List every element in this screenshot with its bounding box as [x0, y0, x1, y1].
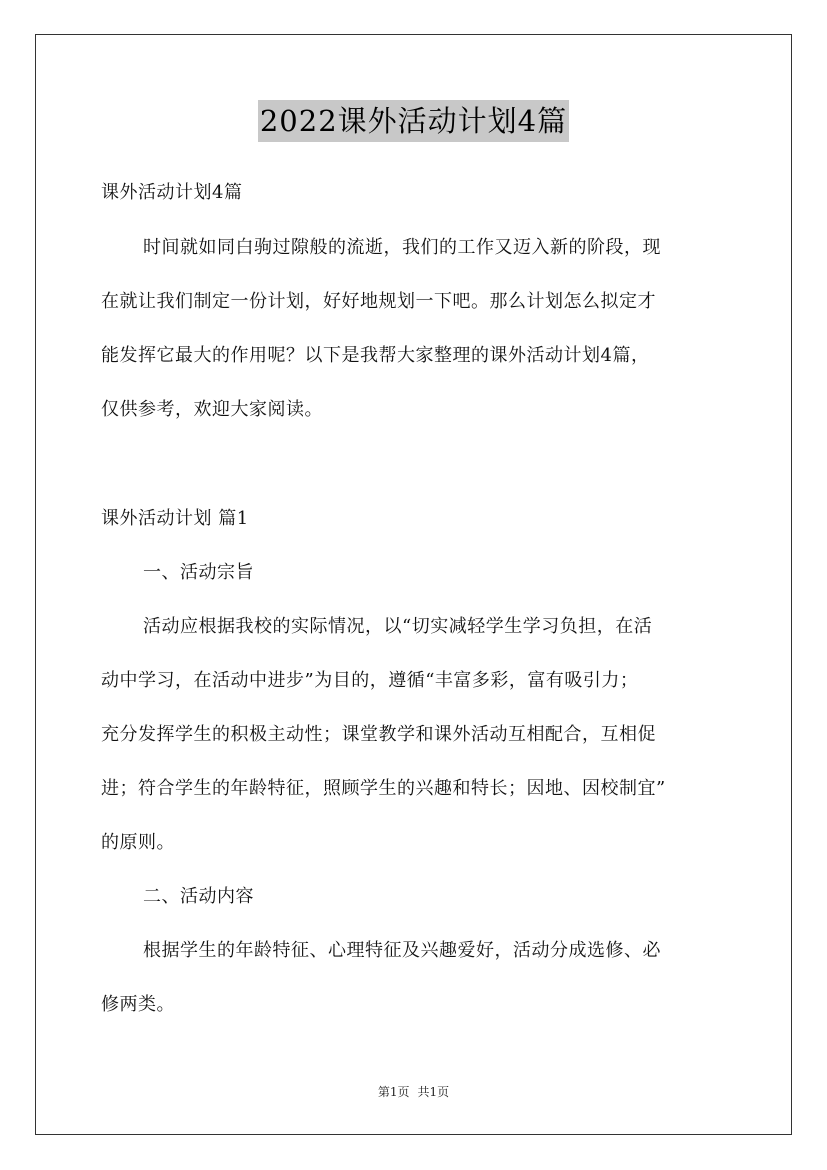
document-title: 2022课外活动计划4篇	[258, 100, 569, 142]
subsection-2-title: 二、活动内容	[143, 886, 254, 907]
sub1-line-1: 活动应根据我校的实际情况，以“切实减轻学生学习负担，在活	[143, 616, 653, 637]
intro-line-1: 时间就如同白驹过隙般的流逝，我们的工作又迈入新的阶段，现	[143, 237, 661, 258]
sub2-line-1: 根据学生的年龄特征、心理特征及兴趣爱好，活动分成选修、必	[143, 940, 661, 961]
document-heading: 课外活动计划4篇	[101, 182, 243, 203]
subsection-1-title: 一、活动宗旨	[143, 562, 254, 583]
sub2-line-2: 修两类。	[101, 994, 175, 1015]
section-1-title: 课外活动计划 篇1	[101, 508, 249, 529]
page-number-current: 第1页	[377, 1085, 410, 1099]
intro-line-2: 在就让我们制定一份计划，好好地规划一下吧。那么计划怎么拟定才	[101, 291, 656, 312]
page-footer	[0, 1084, 827, 1100]
sub1-line-4: 进；符合学生的年龄特征，照顾学生的兴趣和特长；因地、因校制宜”	[101, 778, 666, 799]
page-number-total: 共1页	[417, 1085, 450, 1099]
sub1-line-2: 动中学习，在活动中进步”为目的，遵循“丰富多彩，富有吸引力；	[101, 670, 639, 691]
title-container	[0, 100, 827, 142]
intro-line-4: 仅供参考，欢迎大家阅读。	[101, 399, 323, 420]
intro-line-3: 能发挥它最大的作用呢？以下是我帮大家整理的课外活动计划4篇，	[101, 345, 650, 366]
sub1-line-5: 的原则。	[101, 832, 175, 853]
sub1-line-3: 充分发挥学生的积极主动性；课堂教学和课外活动互相配合，互相促	[101, 724, 656, 745]
